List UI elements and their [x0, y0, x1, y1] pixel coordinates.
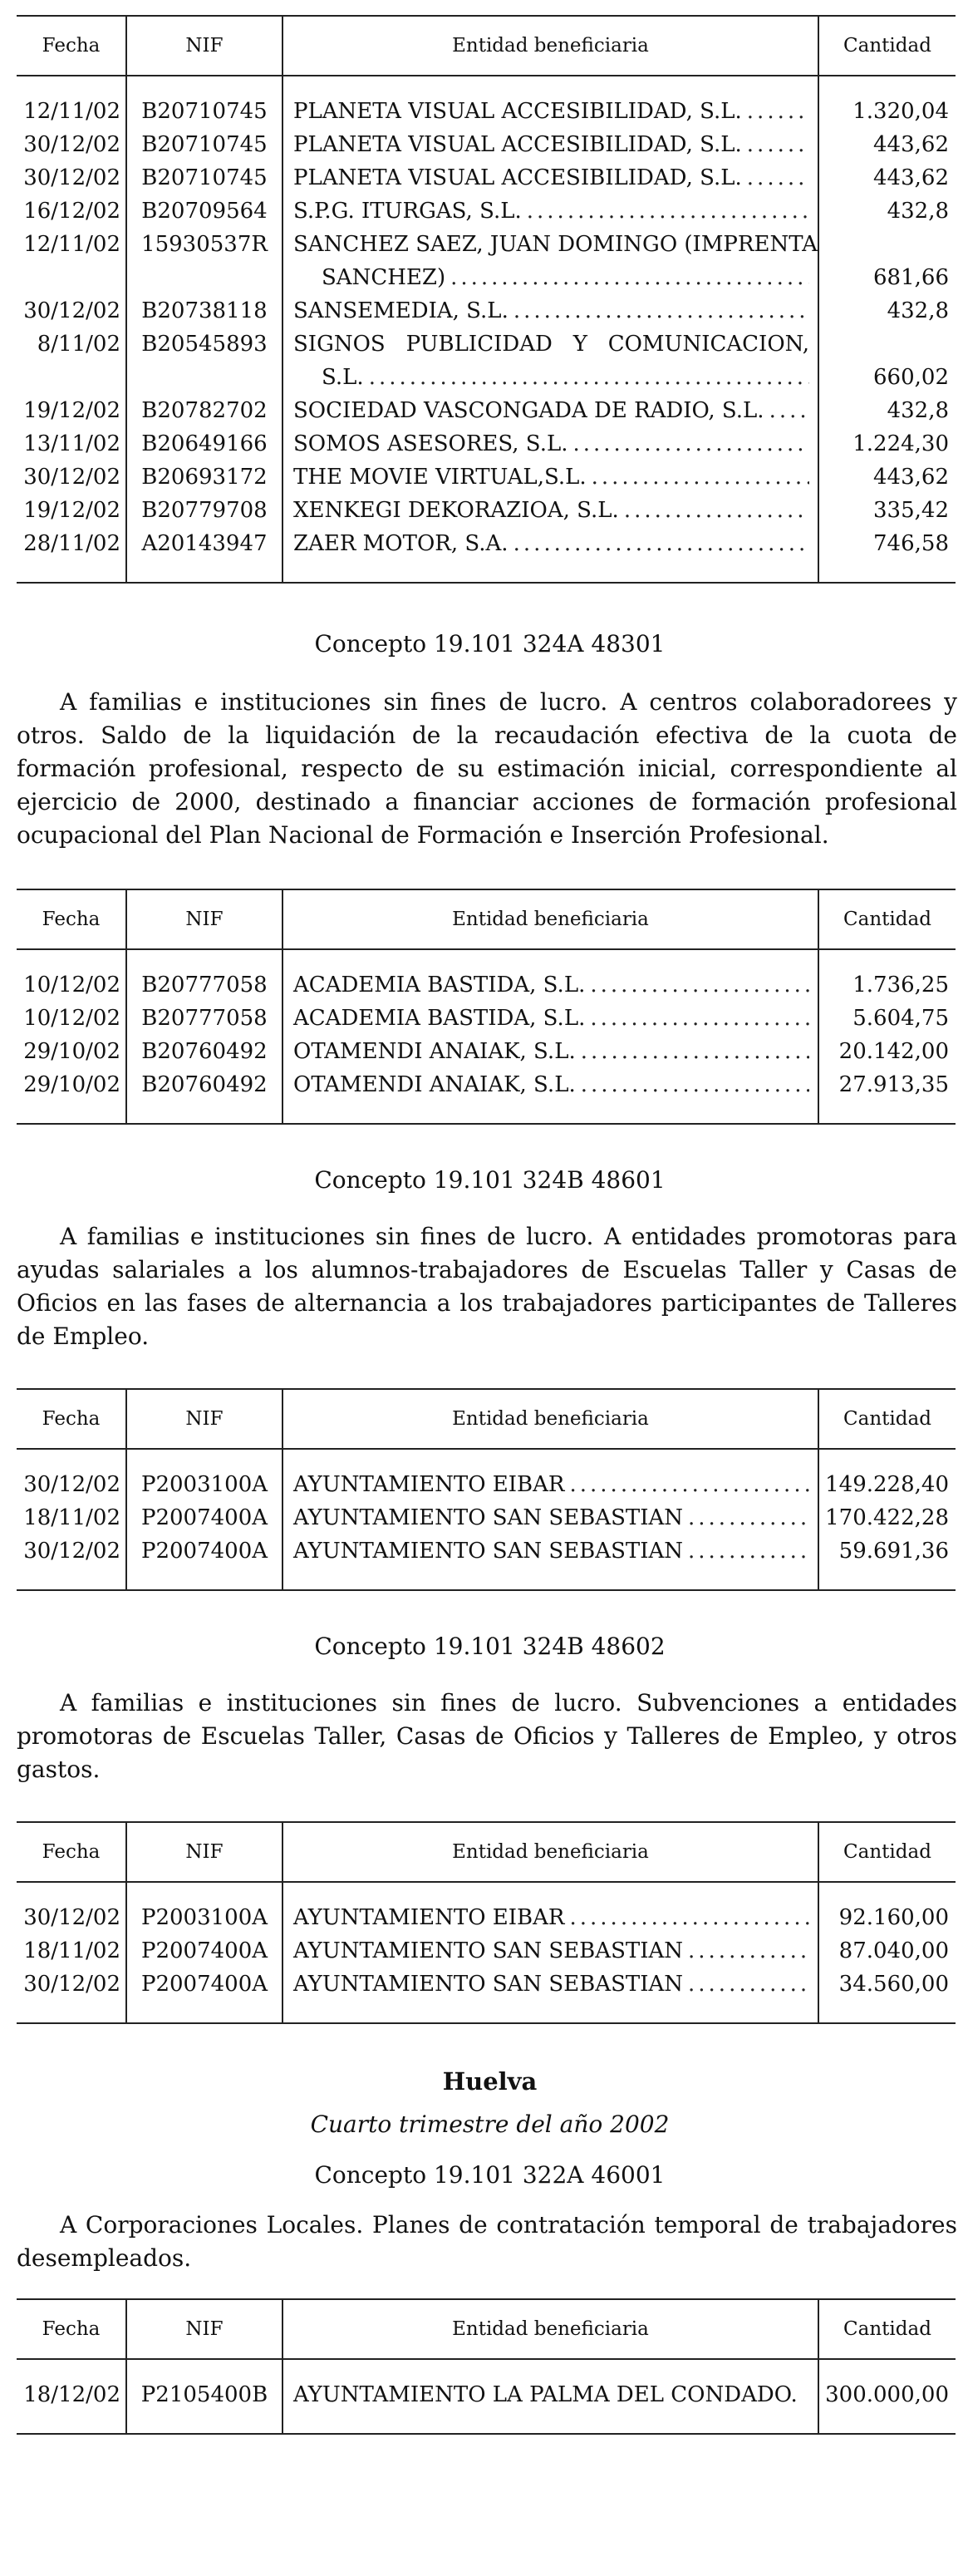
- cell-nif: B20738118: [126, 294, 283, 328]
- cell-nif: B20760492: [126, 1035, 283, 1068]
- cell-nif: P2007400A: [126, 1968, 283, 2023]
- cell-nif: B20779708: [126, 494, 283, 527]
- leader-dots: [769, 394, 809, 427]
- cell-cantidad: 1.736,25: [818, 968, 956, 1002]
- cell-nif: P2007400A: [126, 1934, 283, 1968]
- cell-nif: B20710745: [126, 95, 283, 128]
- table-row: [17, 95, 956, 128]
- leader-dots: [527, 195, 809, 228]
- cell-nif: B20782702: [126, 394, 283, 427]
- entidad-text: SOMOS ASESORES, S.L.: [293, 431, 568, 456]
- cell-cantidad: 300.000,00: [818, 2378, 956, 2434]
- cell-entidad: [283, 195, 818, 228]
- header-fecha: Fecha: [17, 16, 126, 76]
- table-row: [17, 1934, 956, 1968]
- table-header: [17, 1822, 956, 1882]
- header-entidad: Entidad beneficiaria: [283, 1389, 818, 1449]
- cell-entidad: [283, 1002, 818, 1035]
- header-entidad: Entidad beneficiaria: [283, 2299, 818, 2359]
- leader-dots: [450, 261, 809, 294]
- cell-fecha: 16/12/02: [23, 199, 120, 224]
- entidad-text: PLANETA VISUAL ACCESIBILIDAD, S.L.: [293, 132, 742, 157]
- cell-fecha: 8/11/02: [37, 332, 120, 357]
- table-header: [17, 1389, 956, 1449]
- leader-dots: [688, 1501, 809, 1534]
- table-row: [17, 1068, 956, 1124]
- leader-dots: [570, 1901, 810, 1934]
- cell-cantidad: 87.040,00: [818, 1934, 956, 1968]
- cell-entidad: [283, 527, 818, 583]
- cell-entidad: [283, 161, 818, 195]
- cell-nif: B20777058: [126, 968, 283, 1002]
- cell-nif: B20693172: [126, 461, 283, 494]
- entidad-text: OTAMENDI ANAIAK, S.L.: [293, 1039, 576, 1064]
- table-row: [17, 195, 956, 228]
- cell-cantidad: 746,58: [818, 527, 956, 583]
- cell-cantidad: 443,62: [818, 461, 956, 494]
- cell-fecha: 30/12/02: [17, 1534, 126, 1590]
- leader-dots: [688, 1968, 809, 2001]
- concept-heading: Concepto 19.101 324A 48301: [314, 630, 666, 658]
- cell-fecha: 19/12/02: [23, 498, 120, 523]
- entidad-text: AYUNTAMIENTO SAN SEBASTIAN: [293, 1972, 684, 1997]
- table-row: [17, 1002, 956, 1035]
- cell-cantidad: 443,62: [818, 128, 956, 161]
- header-cantidad: Cantidad: [818, 2299, 956, 2359]
- cell-entidad: [283, 1534, 818, 1590]
- table-row: [17, 968, 956, 1002]
- cell-fecha: 12/11/02: [23, 232, 120, 257]
- header-nif: NIF: [126, 889, 283, 949]
- table-row: [17, 1035, 956, 1068]
- cell-cantidad: 34.560,00: [818, 1968, 956, 2023]
- entidad-text: ZAER MOTOR, S.A.: [293, 531, 509, 556]
- entidad-text-cont: S.L.: [322, 365, 364, 390]
- cell-nif: P2007400A: [126, 1534, 283, 1590]
- cell-fecha: 18/12/02: [17, 2378, 126, 2434]
- table-row: [17, 461, 956, 494]
- table-row: [17, 1468, 956, 1501]
- cell-fecha: 18/11/02: [23, 1505, 120, 1530]
- table-row: [17, 527, 956, 583]
- entidad-text: OTAMENDI ANAIAK, S.L.: [293, 1072, 576, 1097]
- table-row: [17, 1534, 956, 1590]
- table-header: [17, 889, 956, 949]
- header-fecha: Fecha: [17, 1822, 126, 1882]
- grant-table-1: [17, 15, 956, 584]
- entidad-text: ACADEMIA BASTIDA, S.L.: [293, 1006, 586, 1031]
- entidad-text: AYUNTAMIENTO SAN SEBASTIAN: [293, 1505, 684, 1530]
- header-entidad: Entidad beneficiaria: [283, 1822, 818, 1882]
- leader-dots: [688, 1534, 809, 1568]
- entidad-text: PLANETA VISUAL ACCESIBILIDAD, S.L.: [293, 99, 742, 124]
- cell-nif: B20760492: [126, 1068, 283, 1124]
- cell-fecha: 13/11/02: [23, 431, 120, 456]
- header-cantidad: Cantidad: [818, 889, 956, 949]
- concept-description: A familias e instituciones sin fines de lucro. A centros colaboradorees y otros. Saldo de la liquidación de la recaudación efectiva de la cuota de formación profesional, respecto de su estimación inicial, correspondiente al ejercicio de 2000, destinado a financiar acciones de formación profesional ocupacional del Plan Nacional de Formación e Inserción Profesional.: [17, 688, 957, 849]
- cell-entidad: [283, 294, 818, 328]
- entidad-text: AYUNTAMIENTO SAN SEBASTIAN: [293, 1938, 684, 1963]
- cell-entidad: [283, 1501, 818, 1534]
- cell-fecha: 28/11/02: [17, 527, 126, 583]
- header-cantidad: Cantidad: [818, 1822, 956, 1882]
- header-nif: NIF: [126, 1822, 283, 1882]
- entidad-text: AYUNTAMIENTO LA PALMA DEL CONDADO.: [293, 2382, 798, 2407]
- leader-dots: [592, 461, 809, 494]
- leader-dots: [513, 294, 809, 328]
- table-header: [17, 16, 956, 76]
- cell-entidad: [283, 427, 818, 461]
- cell-nif: B20777058: [126, 1002, 283, 1035]
- table-row: [17, 2378, 956, 2434]
- entidad-text: XENKEGI DEKORAZIOA, S.L.: [293, 498, 619, 523]
- cell-nif: B20545893: [126, 328, 283, 394]
- cell-entidad: [283, 95, 818, 128]
- entidad-text: SANSEMEDIA, S.L.: [293, 298, 509, 323]
- cell-fecha: 30/12/02: [23, 1472, 120, 1497]
- leader-dots: [747, 161, 809, 195]
- header-entidad: Entidad beneficiaria: [283, 889, 818, 949]
- leader-dots: [369, 361, 809, 394]
- table-row: [17, 394, 956, 427]
- cell-nif: P2003100A: [126, 1901, 283, 1934]
- cell-fecha: 29/10/02: [23, 1039, 120, 1064]
- leader-dots: [747, 95, 809, 128]
- cell-cantidad: 20.142,00: [818, 1035, 956, 1068]
- document-page: [17, 0, 963, 2435]
- header-fecha: Fecha: [17, 1389, 126, 1449]
- cell-fecha: 10/12/02: [23, 1006, 120, 1031]
- cell-fecha: 30/12/02: [23, 165, 120, 190]
- grant-table-4: [17, 1821, 956, 2024]
- cell-entidad: [283, 328, 818, 394]
- cell-cantidad: 5.604,75: [818, 1002, 956, 1035]
- cell-cantidad: 432,8: [818, 294, 956, 328]
- cell-cantidad: 170.422,28: [818, 1501, 956, 1534]
- cell-entidad: [283, 1468, 818, 1501]
- cell-entidad: [283, 461, 818, 494]
- cell-entidad: [283, 1068, 818, 1124]
- cell-nif: B20710745: [126, 128, 283, 161]
- entidad-text: SIGNOS PUBLICIDAD Y COMUNICACION,: [293, 332, 809, 357]
- leader-dots: [590, 1002, 809, 1035]
- leader-dots: [581, 1035, 809, 1068]
- entidad-text: ACADEMIA BASTIDA, S.L.: [293, 973, 586, 997]
- entidad-text: AYUNTAMIENTO SAN SEBASTIAN: [293, 1539, 684, 1564]
- table-row: [17, 128, 956, 161]
- concept-description: A familias e instituciones sin fines de lucro. Subvenciones a entidades promotoras de Escuelas Taller, Casas de Oficios y Talleres de Empleo, y otros gastos.: [17, 1689, 957, 1783]
- cell-nif: B20649166: [126, 427, 283, 461]
- cell-fecha: 30/12/02: [23, 132, 120, 157]
- cell-cantidad: 149.228,40: [818, 1468, 956, 1501]
- entidad-text: AYUNTAMIENTO EIBAR: [293, 1472, 565, 1497]
- cell-fecha: 18/11/02: [23, 1938, 120, 1963]
- entidad-text-cont: SANCHEZ): [322, 265, 446, 290]
- concept-heading: Concepto 19.101 324B 48601: [314, 1166, 666, 1194]
- cell-entidad: [283, 1968, 818, 2023]
- leader-dots: [590, 968, 809, 1002]
- cell-fecha: 19/12/02: [23, 398, 120, 423]
- cell-entidad: [283, 2378, 818, 2434]
- cell-cantidad: 432,8: [818, 394, 956, 427]
- cell-cantidad: 92.160,00: [818, 1901, 956, 1934]
- period-heading: Cuarto trimestre del año 2002: [310, 2111, 670, 2138]
- cell-nif: P2105400B: [126, 2378, 283, 2434]
- cell-entidad: [283, 1035, 818, 1068]
- province-heading: Huelva: [442, 2067, 538, 2096]
- header-fecha: Fecha: [17, 889, 126, 949]
- table-row: [17, 1501, 956, 1534]
- cell-entidad: [283, 1901, 818, 1934]
- cell-fecha: 10/12/02: [23, 973, 120, 997]
- entidad-text: THE MOVIE VIRTUAL,S.L.: [293, 465, 587, 490]
- leader-dots: [581, 1068, 809, 1101]
- leader-dots: [513, 527, 809, 560]
- grant-table-2: [17, 889, 956, 1125]
- table-row: [17, 494, 956, 527]
- cell-entidad: [283, 494, 818, 527]
- cell-entidad: [283, 968, 818, 1002]
- concept-heading: Concepto 19.101 322A 46001: [314, 2161, 666, 2189]
- cell-cantidad: 335,42: [818, 494, 956, 527]
- leader-dots: [570, 1468, 810, 1501]
- cell-cantidad: 681,66: [818, 228, 956, 294]
- header-cantidad: Cantidad: [818, 16, 956, 76]
- header-nif: NIF: [126, 1389, 283, 1449]
- header-entidad: Entidad beneficiaria: [283, 16, 818, 76]
- concept-heading: Concepto 19.101 324B 48602: [314, 1633, 666, 1660]
- entidad-text: PLANETA VISUAL ACCESIBILIDAD, S.L.: [293, 165, 742, 190]
- cell-cantidad: 1.320,04: [818, 95, 956, 128]
- cell-entidad: [283, 1934, 818, 1968]
- cell-fecha: 30/12/02: [23, 1905, 120, 1930]
- cell-nif: 15930537R: [126, 228, 283, 294]
- entidad-text: S.P.G. ITURGAS, S.L.: [293, 199, 522, 224]
- cell-entidad: [283, 228, 818, 294]
- table-row: [17, 294, 956, 328]
- concept-description: A familias e instituciones sin fines de lucro. A entidades promotoras para ayudas salariales a los alumnos-trabajadores de Escuelas Taller y Casas de Oficios en las fases de alternancia a los trabajadores participantes de Talleres de Empleo.: [17, 1223, 957, 1350]
- entidad-text: SANCHEZ SAEZ, JUAN DOMINGO (IMPRENTA: [293, 232, 818, 257]
- cell-cantidad: 432,8: [818, 195, 956, 228]
- grant-table-5: [17, 2298, 956, 2435]
- entidad-text: SOCIEDAD VASCONGADA DE RADIO, S.L.: [293, 398, 764, 423]
- table-row: [17, 1901, 956, 1934]
- leader-dots: [572, 427, 809, 461]
- cell-cantidad: 443,62: [818, 161, 956, 195]
- cell-entidad: [283, 128, 818, 161]
- cell-nif: P2003100A: [126, 1468, 283, 1501]
- cell-fecha: 30/12/02: [23, 465, 120, 490]
- table-row: [17, 161, 956, 195]
- table-header: [17, 2299, 956, 2359]
- grant-table-3: [17, 1388, 956, 1591]
- header-nif: NIF: [126, 2299, 283, 2359]
- cell-fecha: 30/12/02: [23, 298, 120, 323]
- header-cantidad: Cantidad: [818, 1389, 956, 1449]
- table-row: [17, 1968, 956, 2023]
- cell-cantidad: 660,02: [818, 328, 956, 394]
- cell-cantidad: 1.224,30: [818, 427, 956, 461]
- cell-fecha: 29/10/02: [17, 1068, 126, 1124]
- cell-nif: P2007400A: [126, 1501, 283, 1534]
- entidad-text: AYUNTAMIENTO EIBAR: [293, 1905, 565, 1930]
- cell-cantidad: 27.913,35: [818, 1068, 956, 1124]
- leader-dots: [624, 494, 809, 527]
- table-row: [17, 228, 956, 294]
- header-nif: NIF: [126, 16, 283, 76]
- concept-description: A Corporaciones Locales. Planes de contratación temporal de trabajadores desempleados.: [17, 2211, 957, 2272]
- header-fecha: Fecha: [17, 2299, 126, 2359]
- cell-fecha: 12/11/02: [23, 99, 120, 124]
- cell-cantidad: 59.691,36: [818, 1534, 956, 1590]
- leader-dots: [688, 1934, 809, 1968]
- leader-dots: [747, 128, 809, 161]
- cell-nif: B20709564: [126, 195, 283, 228]
- cell-entidad: [283, 394, 818, 427]
- cell-nif: A20143947: [126, 527, 283, 583]
- cell-fecha: 30/12/02: [17, 1968, 126, 2023]
- table-row: [17, 328, 956, 394]
- cell-nif: B20710745: [126, 161, 283, 195]
- table-row: [17, 427, 956, 461]
